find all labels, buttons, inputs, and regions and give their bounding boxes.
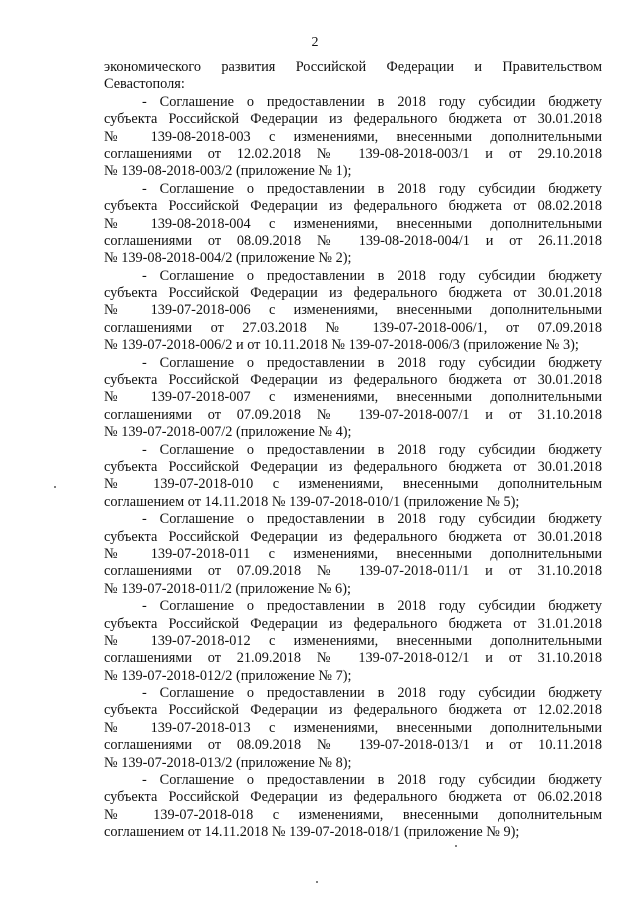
text-line: - Соглашение о предоставлении в 2018 году субсидии бюджету bbox=[142, 93, 602, 110]
paragraph bbox=[104, 355, 602, 442]
page-number: 2 bbox=[311, 35, 319, 50]
text-line: - Соглашение о предоставлении в 2018 году субсидии бюджету bbox=[142, 685, 602, 702]
text-line: субъекта Российской Федерации из федерального бюджета от 06.02.2018 bbox=[104, 789, 602, 806]
text-line: субъекта Российской Федерации из федерального бюджета от 30.01.2018 bbox=[104, 458, 602, 475]
text-line: № 139-07-2018-011 с изменениями, внесенными дополнительными bbox=[104, 545, 602, 562]
paragraph bbox=[104, 598, 602, 685]
paragraph bbox=[104, 511, 602, 598]
text-line: № 139-07-2018-007 с изменениями, внесенными дополнительными bbox=[104, 389, 602, 406]
text-line: № 139-08-2018-004 с изменениями, внесенными дополнительными bbox=[104, 215, 602, 232]
text-line: экономического развития Российской Федерации и Правительством bbox=[104, 59, 602, 75]
text-line: № 139-07-2018-012 с изменениями, внесенными дополнительными bbox=[104, 632, 602, 649]
text-line: - Соглашение о предоставлении в 2018 году субсидии бюджету bbox=[142, 441, 602, 458]
text-line: субъекта Российской Федерации из федерального бюджета от 12.02.2018 bbox=[104, 702, 602, 719]
text-line: № 139-07-2018-011/2 (приложение № 6); bbox=[104, 580, 351, 597]
text-line: № 139-07-2018-006/2 и от 10.11.2018 № 139-07-2018-006/3 (приложение № 3); bbox=[104, 337, 579, 354]
paragraph bbox=[104, 685, 602, 772]
text-line: - Соглашение о предоставлении в 2018 году субсидии бюджету bbox=[142, 772, 602, 789]
text-line: соглашениями от 08.09.2018 № 139-07-2018-013/1 и от 10.11.2018 bbox=[104, 737, 602, 754]
text-line: - Соглашение о предоставлении в 2018 году субсидии бюджету bbox=[142, 180, 602, 197]
text-line: - Соглашение о предоставлении в 2018 году субсидии бюджету bbox=[142, 354, 602, 371]
text-line: № 139-07-2018-013 с изменениями, внесенными дополнительными bbox=[104, 719, 602, 736]
text-line: субъекта Российской Федерации из федерального бюджета от 08.02.2018 bbox=[104, 198, 602, 215]
scan-speck bbox=[54, 486, 56, 488]
text-line: соглашениями от 21.09.2018 № 139-07-2018-012/1 и от 31.10.2018 bbox=[104, 650, 602, 667]
paragraph bbox=[104, 772, 602, 842]
text-line: соглашением от 14.11.2018 № 139-07-2018-010/1 (приложение № 5); bbox=[104, 493, 520, 510]
text-line: № 139-07-2018-010 с изменениями, внесенными дополнительным bbox=[104, 476, 602, 493]
text-line: № 139-07-2018-007/2 (приложение № 4); bbox=[104, 424, 352, 441]
text-line: № 139-07-2018-006 с изменениями, внесенными дополнительными bbox=[104, 302, 602, 319]
paragraph bbox=[104, 181, 602, 268]
text-line: субъекта Российской Федерации из федерального бюджета от 30.01.2018 bbox=[104, 528, 602, 545]
document-body bbox=[104, 59, 602, 842]
text-line: № 139-07-2018-013/2 (приложение № 8); bbox=[104, 754, 352, 771]
text-line: субъекта Российской Федерации из федерального бюджета от 30.01.2018 bbox=[104, 285, 602, 302]
paragraph bbox=[104, 59, 602, 94]
paragraph bbox=[104, 94, 602, 181]
text-line: соглашениями от 27.03.2018 № 139-07-2018-006/1, от 07.09.2018 bbox=[104, 319, 602, 336]
text-line: соглашениями от 12.02.2018 № 139-08-2018-003/1 и от 29.10.2018 bbox=[104, 145, 602, 162]
text-line: Севастополя: bbox=[104, 76, 185, 93]
text-line: субъекта Российской Федерации из федерального бюджета от 31.01.2018 bbox=[104, 615, 602, 632]
scan-speck bbox=[316, 881, 318, 883]
text-line: соглашениями от 07.09.2018 № 139-07-2018-011/1 и от 31.10.2018 bbox=[104, 563, 602, 580]
text-line: - Соглашение о предоставлении в 2018 году субсидии бюджету bbox=[142, 267, 602, 284]
text-line: соглашениями от 07.09.2018 № 139-07-2018-007/1 и от 31.10.2018 bbox=[104, 406, 602, 423]
text-line: № 139-08-2018-003/2 (приложение № 1); bbox=[104, 163, 352, 180]
paragraph bbox=[104, 442, 602, 512]
text-line: соглашением от 14.11.2018 № 139-07-2018-018/1 (приложение № 9); bbox=[104, 824, 520, 841]
text-line: № 139-08-2018-003 с изменениями, внесенными дополнительными bbox=[104, 128, 602, 145]
text-line: № 139-07-2018-012/2 (приложение № 7); bbox=[104, 667, 352, 684]
text-line: субъекта Российской Федерации из федерального бюджета от 30.01.2018 bbox=[104, 111, 602, 128]
text-line: № 139-08-2018-004/2 (приложение № 2); bbox=[104, 250, 352, 267]
text-line: субъекта Российской Федерации из федерального бюджета от 30.01.2018 bbox=[104, 372, 602, 389]
text-line: соглашениями от 08.09.2018 № 139-08-2018-004/1 и от 26.11.2018 bbox=[104, 232, 602, 249]
scan-speck bbox=[455, 845, 457, 847]
text-line: - Соглашение о предоставлении в 2018 году субсидии бюджету bbox=[142, 598, 602, 615]
text-line: - Соглашение о предоставлении в 2018 году субсидии бюджету bbox=[142, 511, 602, 528]
paragraph bbox=[104, 268, 602, 355]
text-line: № 139-07-2018-018 с изменениями, внесенными дополнительным bbox=[104, 806, 602, 823]
